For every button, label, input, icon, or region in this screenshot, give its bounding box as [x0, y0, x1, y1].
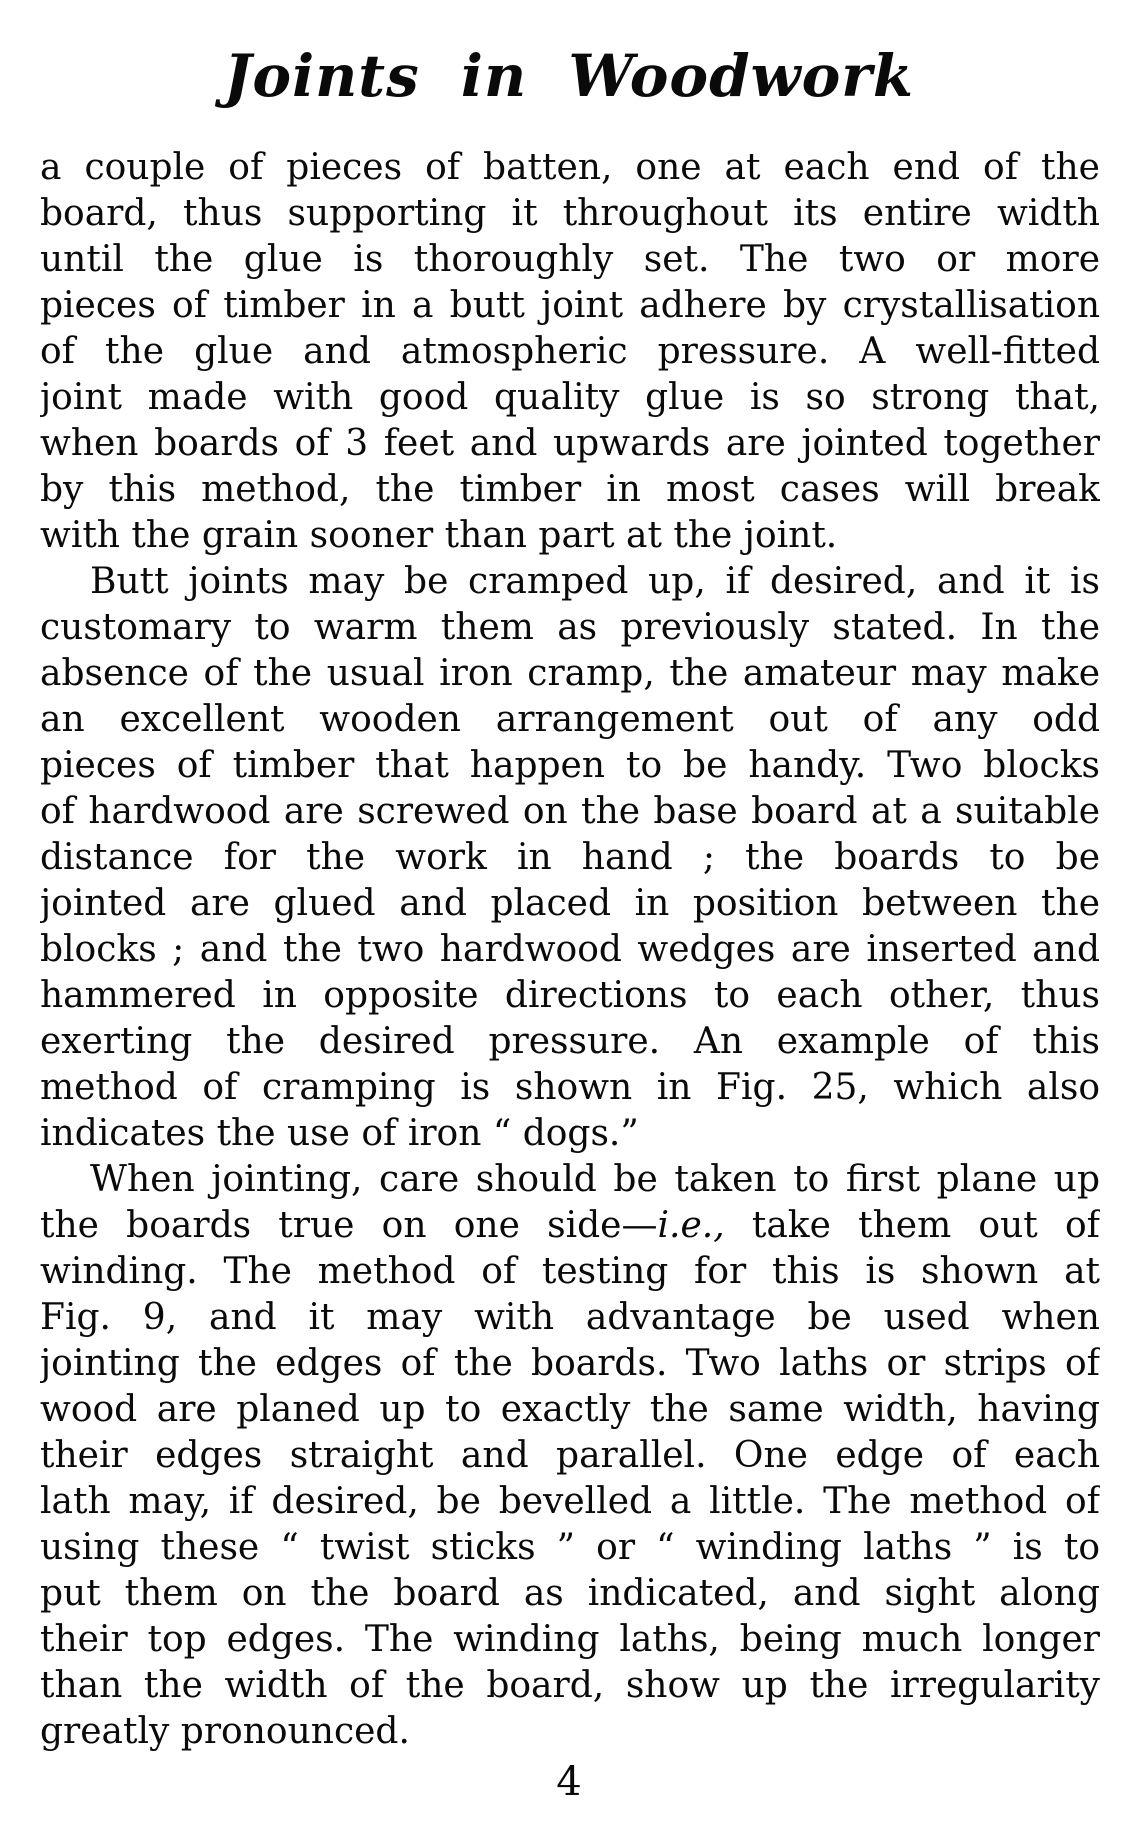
paragraph — [40, 145, 1100, 559]
text-line: put them on the board as indicated, and sight along — [40, 1573, 1100, 1614]
paragraph — [40, 1157, 1100, 1755]
text-line: using these “ twist sticks ” or “ winding laths ” is to — [40, 1527, 1100, 1568]
text-line: pieces of timber in a butt joint adhere by crystallisation — [40, 285, 1100, 326]
text-line: until the glue is thoroughly set. The two or more — [40, 239, 1100, 280]
text-line: lath may, if desired, be bevelled a little. The method of — [40, 1481, 1100, 1522]
text-line: their edges straight and parallel. One edge of each — [40, 1435, 1100, 1476]
text-line: method of cramping is shown in Fig. 25, which also — [40, 1067, 1100, 1108]
text-line: of hardwood are screwed on the base board at a suitable — [40, 791, 1100, 832]
text-line: absence of the usual iron cramp, the amateur may make — [40, 653, 1100, 694]
text-line: of the glue and atmospheric pressure. A well-fitted — [40, 331, 1100, 372]
text-line: board, thus supporting it throughout its entire width — [40, 193, 1100, 234]
text-line: jointing the edges of the boards. Two laths or strips of — [40, 1343, 1100, 1384]
text-line: distance for the work in hand ; the boards to be — [40, 837, 1100, 878]
text-line: customary to warm them as previously stated. In the — [40, 607, 1100, 648]
text-line: than the width of the board, show up the irregularity — [40, 1665, 1100, 1706]
text-line: by this method, the timber in most cases will break — [40, 469, 1100, 510]
paragraph — [40, 559, 1100, 1157]
text-line: with the grain sooner than part at the joint. — [40, 515, 838, 556]
text-line: a couple of pieces of batten, one at each end of the — [40, 147, 1100, 188]
page-title: Joints in Woodwork — [223, 42, 915, 110]
text-line: their top edges. The winding laths, being much longer — [40, 1619, 1100, 1660]
text-line: joint made with good quality glue is so strong that, — [40, 377, 1100, 418]
text-line: winding. The method of testing for this is shown at — [40, 1251, 1100, 1292]
text-line: Fig. 9, and it may with advantage be used when — [40, 1297, 1100, 1338]
text-line: blocks ; and the two hardwood wedges are inserted and — [40, 929, 1100, 970]
text-line: wood are planed up to exactly the same width, having — [40, 1389, 1100, 1430]
page-number: 4 — [556, 1759, 582, 1805]
text-line: exerting the desired pressure. An example of this — [40, 1021, 1100, 1062]
text-line: jointed are glued and placed in position between the — [40, 883, 1100, 924]
text-line: indicates the use of iron “ dogs.” — [40, 1113, 639, 1154]
text-line: the boards true on one side—i.e., take them out of — [40, 1205, 1100, 1246]
text-line: When jointing, care should be taken to first plane up — [90, 1159, 1100, 1200]
text-line: greatly pronounced. — [40, 1711, 410, 1752]
text-line: when boards of 3 feet and upwards are jointed together — [40, 423, 1100, 464]
text-line: pieces of timber that happen to be handy. Two blocks — [40, 745, 1100, 786]
text-line: Butt joints may be cramped up, if desired, and it is — [90, 561, 1100, 602]
text-line: an excellent wooden arrangement out of any odd — [40, 699, 1100, 740]
text-line: hammered in opposite directions to each other, thus — [40, 975, 1100, 1016]
page-body — [40, 145, 1100, 1755]
